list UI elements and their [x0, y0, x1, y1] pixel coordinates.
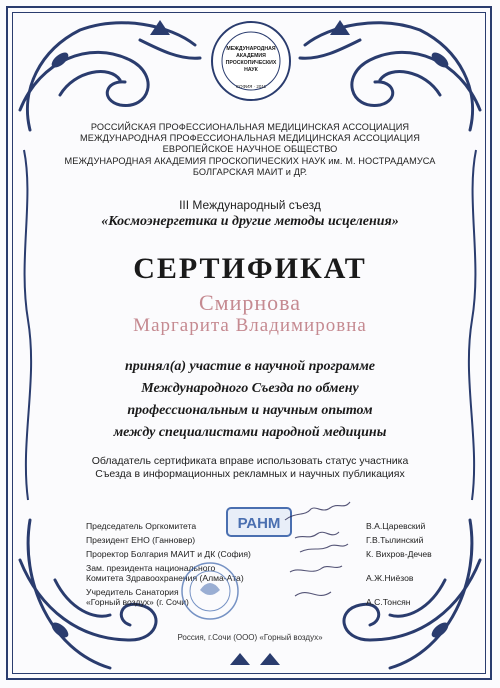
recipient-given-names: Маргарита Владимировна	[133, 315, 367, 336]
signatory-name: Г.В.Тылинский	[366, 535, 424, 545]
org-line: БОЛГАРСКАЯ МАИТ и ДР.	[192, 166, 308, 177]
signatory-position: Проректор Болгария МАИТ и ДК (София)	[86, 549, 251, 559]
seal-line-2: АКАДЕМИЯ	[236, 53, 266, 59]
congress-theme: «Космоэнергетика и другие методы исцеления»	[101, 214, 399, 229]
holder-line: Съезда в информационных рекламных и научных публикациях	[95, 468, 405, 480]
body-line: принял(а) участие в научной программе	[124, 359, 376, 374]
signatory-name: А.Ж.Ниёзов	[366, 573, 414, 583]
signatory-position: Учредитель Санатория «Горный воздух» (г. Сочи)	[86, 587, 189, 607]
signatory-position: Президент ЕНО (Ганновер)	[86, 535, 196, 545]
body-line: Международного Съезда по обмену	[141, 381, 359, 396]
congress-title: III Международный съезд	[179, 198, 321, 212]
signatory-position: Зам. президента национального Комитета Здравоохранения (Алма-Ата)	[86, 563, 244, 583]
org-line: РОССИЙСКАЯ ПРОФЕССИОНАЛЬНАЯ МЕДИЦИНСКАЯ АССОЦИАЦИЯ	[90, 122, 410, 132]
certificate-title: СЕРТИФИКАТ	[133, 252, 367, 285]
ranm-logo-text: РАНМ	[237, 515, 281, 532]
body-line: профессиональным и научным опытом	[127, 403, 373, 418]
org-line: МЕЖДУНАРОДНАЯ ПРОФЕССИОНАЛЬНАЯ МЕДИЦИНСКАЯ АССОЦИАЦИЯ	[80, 133, 420, 144]
signatory-name: А.С.Тонсян	[366, 597, 411, 607]
signatory-name: К. Вихров-Дечев	[366, 549, 432, 559]
body-line: между специалистами народной медицины	[113, 425, 387, 440]
signatory-position: Председатель Оргкомитета	[86, 521, 197, 531]
recipient-surname: Смирнова	[198, 290, 301, 315]
org-line: ЕВРОПЕЙСКОЕ НАУЧНОЕ ОБЩЕСТВО	[162, 144, 338, 155]
signatory-name: В.А.Царевский	[366, 521, 426, 531]
seal-line-4: НАУК	[244, 67, 258, 73]
holder-line: Обладатель сертификата вправе использовать статус участника	[91, 455, 409, 467]
seal-line-3: ПРОСКОПИЧЕСКИХ	[225, 60, 277, 66]
seal-line-1: МЕЖДУНАРОДНАЯ	[226, 46, 276, 52]
org-line: МЕЖДУНАРОДНАЯ АКАДЕМИЯ ПРОСКОПИЧЕСКИХ НАУК им. М. НОСТРАДАМУСА	[64, 155, 436, 166]
certificate-footer: Россия, г.Сочи (ООО) «Горный воздух»	[177, 633, 323, 642]
seal-bottom-text: СОФИЯ · 2011	[235, 84, 267, 89]
